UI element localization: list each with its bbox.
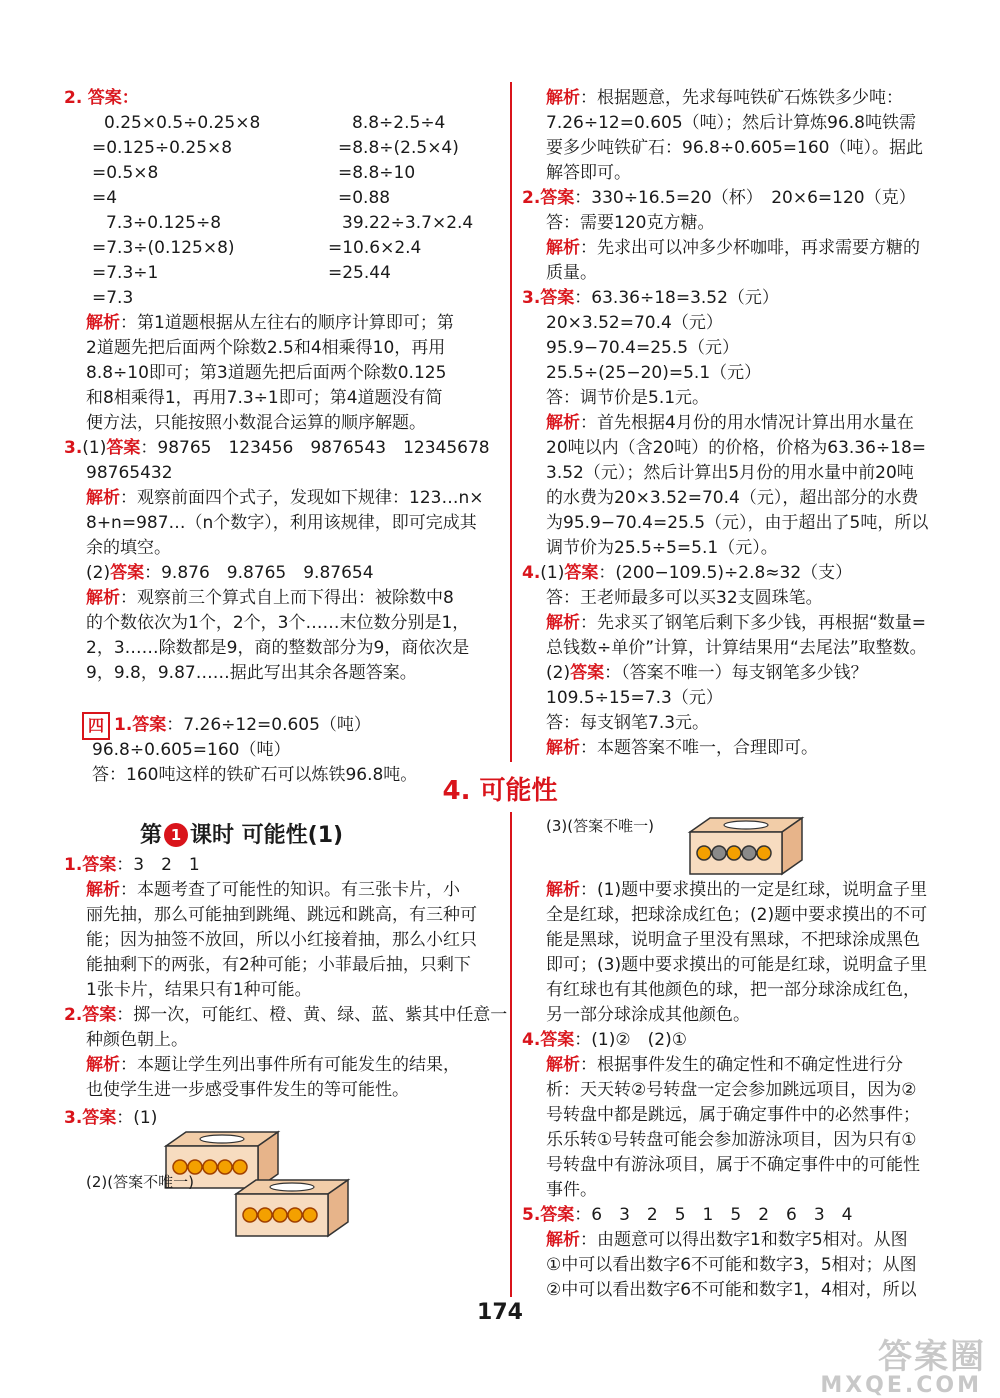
calc-right: 39.22÷3.7×2.4: [342, 213, 474, 233]
analysis-line: 1张卡片，结果只有1种可能。: [86, 980, 312, 1000]
answer-label: 答案: [540, 188, 575, 208]
analysis-line: 要多少吨铁矿石：96.8÷0.605=160（吨）。据此: [546, 138, 923, 158]
answer-line: 答：调节价是5.1元。: [546, 388, 710, 408]
answer-line: 25.5÷(25−20)=5.1（元）: [546, 363, 762, 383]
analysis-line: [546, 411, 914, 435]
question-number: 3.: [64, 1108, 83, 1128]
analysis-line: 和8相乘得1，再用7.3÷1即可；第4道题没有简: [86, 388, 443, 408]
analysis-line: 8.8÷10即可；第3道题先把后面两个除数0.125: [86, 363, 447, 383]
answer-line: 答：需要120克方糖。: [546, 213, 715, 233]
analysis-line: 便方法，只能按照小数混合运算的顺序解题。: [86, 413, 426, 433]
analysis-line: 全是红球，把球涂成红色；(2)题中要求摸出的不可: [546, 905, 928, 925]
calc-left: 7.3÷0.125÷8: [106, 213, 222, 233]
analysis-label: 解析: [86, 880, 120, 900]
analysis-line: [86, 486, 483, 510]
page-number: 174: [477, 1300, 523, 1325]
answer-text: ：(1)② (2)①: [574, 1030, 687, 1050]
analysis-line: 为95.9−70.4=25.5（元），由于超出了5吨，所以: [546, 513, 929, 533]
analysis-line: [546, 611, 926, 635]
calc-right: =25.44: [328, 263, 391, 283]
calc-left: =4: [92, 188, 118, 208]
analysis-line: 号转盘中有游泳项目，属于不确定事件中的可能性: [546, 1155, 920, 1175]
analysis-line: [546, 878, 927, 902]
analysis-label: 解析: [546, 1230, 580, 1250]
part-3-label: (3)(答案不唯一): [546, 817, 654, 835]
column-divider-top: [510, 82, 512, 762]
analysis-line: [546, 236, 920, 260]
answer-text: ：（答案不唯一）每支钢笔多少钱？: [604, 663, 868, 683]
calc-right: =10.6×2.4: [328, 238, 422, 258]
answer-text: ：7.26÷12=0.605（吨）: [166, 715, 371, 735]
analysis-line: [86, 311, 454, 335]
analysis-line: 也使学生进一步感受事件发生的等可能性。: [86, 1080, 409, 1100]
analysis-line: [86, 878, 460, 902]
analysis-text: ：本题让学生列出事件所有可能发生的结果，: [120, 1055, 460, 1075]
analysis-line: 解答即可。: [546, 163, 631, 183]
answer-label: 答案: [540, 288, 575, 308]
analysis-line: 能是黑球，说明盒子里没有黑球，不把球涂成黑色: [546, 930, 920, 950]
analysis-line: 2道题先把后面两个除数2.5和4相乘得10，再用: [86, 338, 446, 358]
column-divider-bottom: [510, 812, 512, 1297]
analysis-line: [546, 86, 903, 110]
calc-right: =0.88: [338, 188, 391, 208]
question-2: [522, 186, 916, 210]
analysis-line: [546, 1228, 908, 1252]
answer-label: 答案: [87, 88, 122, 108]
answer-label: 答案: [540, 1205, 575, 1225]
analysis-label: 解析: [86, 313, 120, 333]
section-title: 4. 可能性: [442, 776, 558, 806]
answer-line: 答：160吨这样的铁矿石可以炼铁96.8吨。: [92, 765, 418, 785]
answer-label: 答案: [564, 563, 599, 583]
question-4-p2: [546, 661, 868, 685]
calc-left: =7.3: [92, 288, 134, 308]
question-number: 1.: [64, 855, 83, 875]
question-number: 2.: [64, 1005, 83, 1025]
answer-label: 答案: [570, 663, 605, 683]
answer-text: ：掷一次，可能红、橙、黄、绿、蓝、紫其中任意一: [116, 1005, 508, 1025]
calc-left: =0.5×8: [92, 163, 159, 183]
question-3-p2: (2)(答案不唯一): [86, 1173, 194, 1191]
analysis-line: ②中可以看出数字6不可能和数字1，4相对，所以: [546, 1280, 917, 1300]
analysis-text: ：观察前面四个式子，发现如下规律：123…n×: [120, 488, 484, 508]
question-number: 3.: [64, 438, 83, 458]
answer-text: ：9.876 9.8765 9.87654: [144, 563, 374, 583]
lesson-name: 课时 可能性(1): [190, 823, 344, 848]
lesson-number-badge: 1: [164, 823, 188, 847]
calc-right: =8.8÷(2.5×4): [338, 138, 459, 158]
analysis-line: 调节价为25.5÷5=5.1（元）。: [546, 538, 778, 558]
analysis-label: 解析: [86, 588, 120, 608]
analysis-line: 事件。: [546, 1180, 597, 1200]
analysis-line: 即可；(3)题中要求摸出的可能是红球，说明盒子里: [546, 955, 928, 975]
question-3: [64, 1106, 157, 1130]
question-4: [522, 1028, 687, 1052]
question-number: 2.: [64, 88, 83, 108]
question-number: 4.: [522, 1030, 541, 1050]
analysis-label: 解析: [546, 238, 580, 258]
analysis-label: 解析: [86, 1055, 120, 1075]
analysis-text: ：本题考查了可能性的知识。有三张卡片，小: [120, 880, 460, 900]
ball-box-illustration-2: [230, 1176, 354, 1240]
analysis-label: 解析: [546, 613, 580, 633]
answer-text: ：6 3 2 5 1 5 2 6 3 4: [574, 1205, 853, 1225]
answer-text: ：3 2 1: [116, 855, 200, 875]
analysis-line: 8+n=987…（n个数字），利用该规律，即可完成其: [86, 513, 477, 533]
question-2: [64, 1003, 507, 1027]
question-number: 1.: [114, 715, 133, 735]
question-4-p1: [522, 561, 852, 585]
analysis-line: 有红球也有其他颜色的球，把一部分球涂成红色，: [546, 980, 920, 1000]
calc-right: =8.8÷10: [338, 163, 416, 183]
answer-label: 答案: [110, 563, 145, 583]
colon: ：: [121, 88, 139, 108]
answer-line: 109.5÷15=7.3（元）: [546, 688, 723, 708]
analysis-line: 7.26÷12=0.605（吨）；然后计算炼96.8吨铁需: [546, 113, 916, 133]
analysis-label: 解析: [546, 1055, 580, 1075]
analysis-line: 20吨以内（含20吨）的价格，价格为63.36÷18=: [546, 438, 927, 458]
question-1: [64, 853, 200, 877]
analysis-label: 解析: [86, 488, 120, 508]
analysis-text: ：首先根据4月份的用水情况计算出用水量在: [580, 413, 914, 433]
question-number: 4.: [522, 563, 541, 583]
watermark-url: MXQE.COM: [820, 1373, 982, 1398]
analysis-line: 析：天天转②号转盘一定会参加跳远项目，因为②: [546, 1080, 917, 1100]
part-prefix: (1): [82, 438, 107, 458]
analysis-line: 2，3……除数都是9，商的整数部分为9，商依次是: [86, 638, 470, 658]
analysis-line: 9，9.8，9.87……据此写出其余各题答案。: [86, 663, 417, 683]
lesson-prefix: 第: [140, 823, 163, 848]
analysis-label: 解析: [546, 738, 580, 758]
analysis-line: 能抽剩下的两张，有2种可能；小菲最后抽，只剩下: [86, 955, 471, 975]
section-four-box: 四: [82, 712, 110, 740]
answer-text: ：(200−109.5)÷2.8≈32（支）: [598, 563, 853, 583]
calc-right: 8.8÷2.5÷4: [352, 113, 446, 133]
watermark-logo: 答案圈: [878, 1337, 986, 1377]
answer-line: 96.8÷0.605=160（吨）: [92, 740, 291, 760]
analysis-text: ：第1道题根据从左往右的顺序计算即可；第: [120, 313, 454, 333]
answer-line: 20×3.52=70.4（元）: [546, 313, 723, 333]
lesson-title: [140, 818, 343, 849]
analysis-line: [546, 1053, 903, 1077]
answer-line: 种颜色朝上。: [86, 1030, 188, 1050]
analysis-line: 的水费为20×3.52=70.4（元），超出部分的水费: [546, 488, 919, 508]
answer-label: 答案: [540, 1030, 575, 1050]
question-5: [522, 1203, 852, 1227]
analysis-line: 质量。: [546, 263, 597, 283]
analysis-line: [546, 736, 818, 760]
answer-text: ：98765 123456 9876543 12345678: [140, 438, 490, 458]
analysis-label: 解析: [546, 880, 580, 900]
answer-line: 95.9−70.4=25.5（元）: [546, 338, 740, 358]
answer-label: 答案: [82, 855, 117, 875]
answer-label: 答案: [132, 715, 167, 735]
calc-left: =0.125÷0.25×8: [92, 138, 233, 158]
question-3-p1: [64, 436, 490, 460]
analysis-line: 丽先抽，那么可能抽到跳绳、跳远和跳高，有三种可: [86, 905, 477, 925]
ball-box-illustration-3: [684, 814, 808, 878]
answer-line: 答：每支钢笔7.3元。: [546, 713, 710, 733]
analysis-line: 总钱数÷单价”计算，计算结果用“去尾法”取整数。: [546, 638, 927, 658]
question-number: 5.: [522, 1205, 541, 1225]
part-prefix: (2): [86, 563, 111, 583]
analysis-text: ：(1)题中要求摸出的一定是红球，说明盒子里: [580, 880, 928, 900]
question-number: 2.: [522, 188, 541, 208]
part-prefix: (2): [546, 663, 571, 683]
answer-label: 答案: [82, 1005, 117, 1025]
analysis-text: ：先求买了钢笔后剩下多少钱，再根据“数量=: [580, 613, 927, 633]
analysis-text: ：由题意可以得出数字1和数字5相对。从图: [580, 1230, 908, 1250]
analysis-line: ①中可以看出数字6不可能和数字3，5相对；从图: [546, 1255, 917, 1275]
analysis-label: 解析: [546, 413, 580, 433]
analysis-label: 解析: [546, 88, 580, 108]
analysis-line: 能；因为抽签不放回，所以小红接着抽，那么小红只: [86, 930, 477, 950]
analysis-line: [86, 1053, 460, 1077]
analysis-text: ：根据事件发生的确定性和不确定性进行分: [580, 1055, 903, 1075]
analysis-line: 余的填空。: [86, 538, 171, 558]
part-prefix: (1): [540, 563, 565, 583]
calc-left: 0.25×0.5÷0.25×8: [104, 113, 261, 133]
analysis-line: 的个数依次为1个，2个，3个……末位数分别是1，: [86, 613, 470, 633]
analysis-text: ：观察前三个算式自上而下得出：被除数中8: [120, 588, 454, 608]
analysis-line: 号转盘中都是跳远，属于确定事件中的必然事件；: [546, 1105, 920, 1125]
analysis-text: ：先求出可以冲多少杯咖啡，再求需要方糖的: [580, 238, 920, 258]
analysis-line: 乐乐转①号转盘可能会参加游泳项目，因为只有①: [546, 1130, 917, 1150]
answer-text: ：63.36÷18=3.52（元）: [574, 288, 779, 308]
question-3: [522, 286, 779, 310]
question-3-p2: [86, 561, 374, 585]
answer-label: 答案: [106, 438, 141, 458]
question-number: 3.: [522, 288, 541, 308]
section-4-q1: [114, 713, 371, 737]
answer-text: ：330÷16.5=20（杯） 20×6=120（克）: [574, 188, 916, 208]
answer-text: 98765432: [86, 463, 173, 483]
analysis-text: ：本题答案不唯一，合理即可。: [580, 738, 818, 758]
answer-text: ：(1): [116, 1108, 158, 1128]
analysis-line: 3.52（元）；然后计算出5月份的用水量中前20吨: [546, 463, 914, 483]
analysis-line: 另一部分球涂成其他颜色。: [546, 1005, 750, 1025]
question-2-header: [64, 86, 139, 110]
calc-left: =7.3÷1: [92, 263, 159, 283]
answer-line: 答：王老师最多可以买32支圆珠笔。: [546, 588, 823, 608]
analysis-text: ：根据题意，先求每吨铁矿石炼铁多少吨：: [580, 88, 903, 108]
analysis-line: [86, 586, 454, 610]
calc-left: =7.3÷(0.125×8): [92, 238, 235, 258]
answer-label: 答案: [82, 1108, 117, 1128]
